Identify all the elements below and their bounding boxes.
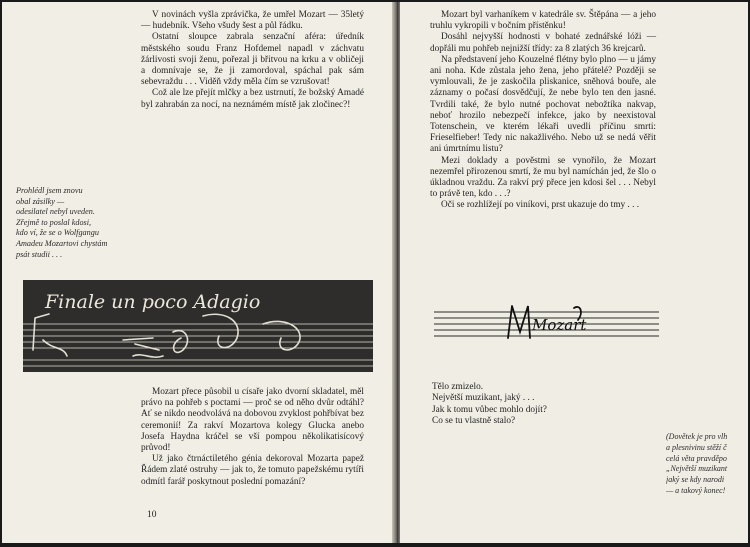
paragraph: Což ale lze přejít mlčky a bez ustrnutí, že božský Amadé byl zahrabán za nocí, na neznámém místě jak zločinec?! (141, 88, 364, 110)
paragraph: Už jako čtrnáctiletého génia dekoroval Mozarta papež Řádem zlaté ostruhy — jak to, že tomuto papežskému rytíři odmítl farář poskytnout poslední pomazání? (141, 454, 364, 487)
caption-line: obal zásilky — (16, 196, 65, 206)
note-line: — a takový konec! (666, 485, 726, 495)
paragraph: Mezi doklady a pověstmi se vynořilo, že Mozart nezemřel přirozenou smrtí, že mu byl namíchán jed, že šlo o úkladnou vraždu. Za rakví prý přece jen kdosi šel . . . Nebyl to právě ten, kdo . . .? (430, 155, 656, 200)
left-page (2, 2, 394, 543)
caption-line: Prohlédl jsem znovu (16, 186, 83, 195)
poem-line: Tělo zmizelo. (432, 382, 484, 392)
paragraph: Oči se rozhlížejí po viníkovi, prst ukazuje do tmy . . . (441, 200, 640, 211)
paragraph: Na představení jeho Kouzelné flétny bylo plno — u jámy ani noha. Kde zůstala jeho žena, jeho přátelé? Později se vymlouvali, že je zaskočila pliskanice, sněhová bouře, ale záznamy o počasí dosvědčují, že nebe bylo ten den jasné. Tvrdili také, že bylo nutné pochovat nebožtíka nakvap, neboť hrozilo nebezpečí infekce, jako by neexistoval Totenschein, ve kterém lékaři uvedli příčinu smrti: Frieselfieber! Tedy nic nakažlivého. Nebo už se nedá věřit ani úmrtnímu listu? (430, 54, 656, 155)
note-line: (Dovětek je pro vlh (666, 432, 728, 441)
poem-line: Co se tu vlastně stalo? (432, 416, 516, 427)
poem-line: Největší muzikant, jaký . . . (432, 393, 535, 404)
poem (432, 382, 547, 428)
note-line: celá věta pravděpo (666, 453, 727, 463)
note-line: a plesnivinu stěží č (666, 442, 727, 452)
caption-line: psát studii . . . (16, 249, 63, 259)
manuscript-image (23, 280, 373, 372)
side-caption (16, 186, 141, 260)
note-line: jaký se kdy narodi (666, 475, 725, 485)
page-number: 10 (147, 510, 157, 520)
left-bottom-column (141, 387, 364, 488)
caption-line: odesilatel nebyl uveden. (16, 207, 95, 217)
right-page (400, 2, 748, 543)
caption-line: Amadeu Mozartovi chystám (16, 238, 108, 248)
note-line: „Největší muzikant (666, 464, 728, 474)
paragraph: V novinách vyšla zprávička, že umřel Mozart — 35letý — hudebník. Všeho všudy šest a půl řádku. (141, 10, 364, 32)
manuscript-drawing (23, 280, 373, 372)
signature-image (434, 298, 659, 348)
poem-line: Jak k tomu vůbec mohlo dojít? (432, 404, 547, 415)
side-note (666, 432, 750, 497)
paragraph: Mozart byl varhaníkem v katedrále sv. Štěpána — a jeho truhlu vykropili v bočním přístěnku! (430, 10, 656, 32)
caption-line: Zřejmě to poslal kdosi, (16, 217, 92, 227)
paragraph: Dosáhl nejvyšší hodnosti v bohaté zednářské lóži — dopřáli mu pohřeb nejnižší třídy: za 8 zlatých 36 krejcarů. (430, 32, 656, 54)
caption-line: kdo ví, že se o Wolfgangu (16, 228, 99, 238)
right-column (430, 10, 656, 212)
signature-drawing (434, 298, 659, 348)
signature-text: Mozart (532, 316, 587, 334)
left-top-column (141, 10, 364, 111)
manuscript-heading: Finale un poco Adagio (45, 291, 261, 313)
paragraph: Ostatní sloupce zabrala senzační aféra: úředník městského soudu Franz Hofdemel napadl v záchvatu žárlivosti svoji ženu, pořezal ji břitvou na krku a v obličeji a domnívaje se, že ji zamordoval, spáchal pak sám sebevraždu . . . Viděň vždy měla čím se vzrušovat! (141, 32, 364, 88)
paragraph: Mozart přece působil u císaře jako dvorní skladatel, měl právo na pohřeb s poctami — proč se od něho dvůr odtáhl? Ať se nikdo neodvolává na dobovou zvyklost pohřbívat bez ceremonií! Za rakví Mozartova kolegy Glucka anebo Josefa Haydna kráčel se vší pompou několikatisícový průvod! (141, 387, 364, 454)
